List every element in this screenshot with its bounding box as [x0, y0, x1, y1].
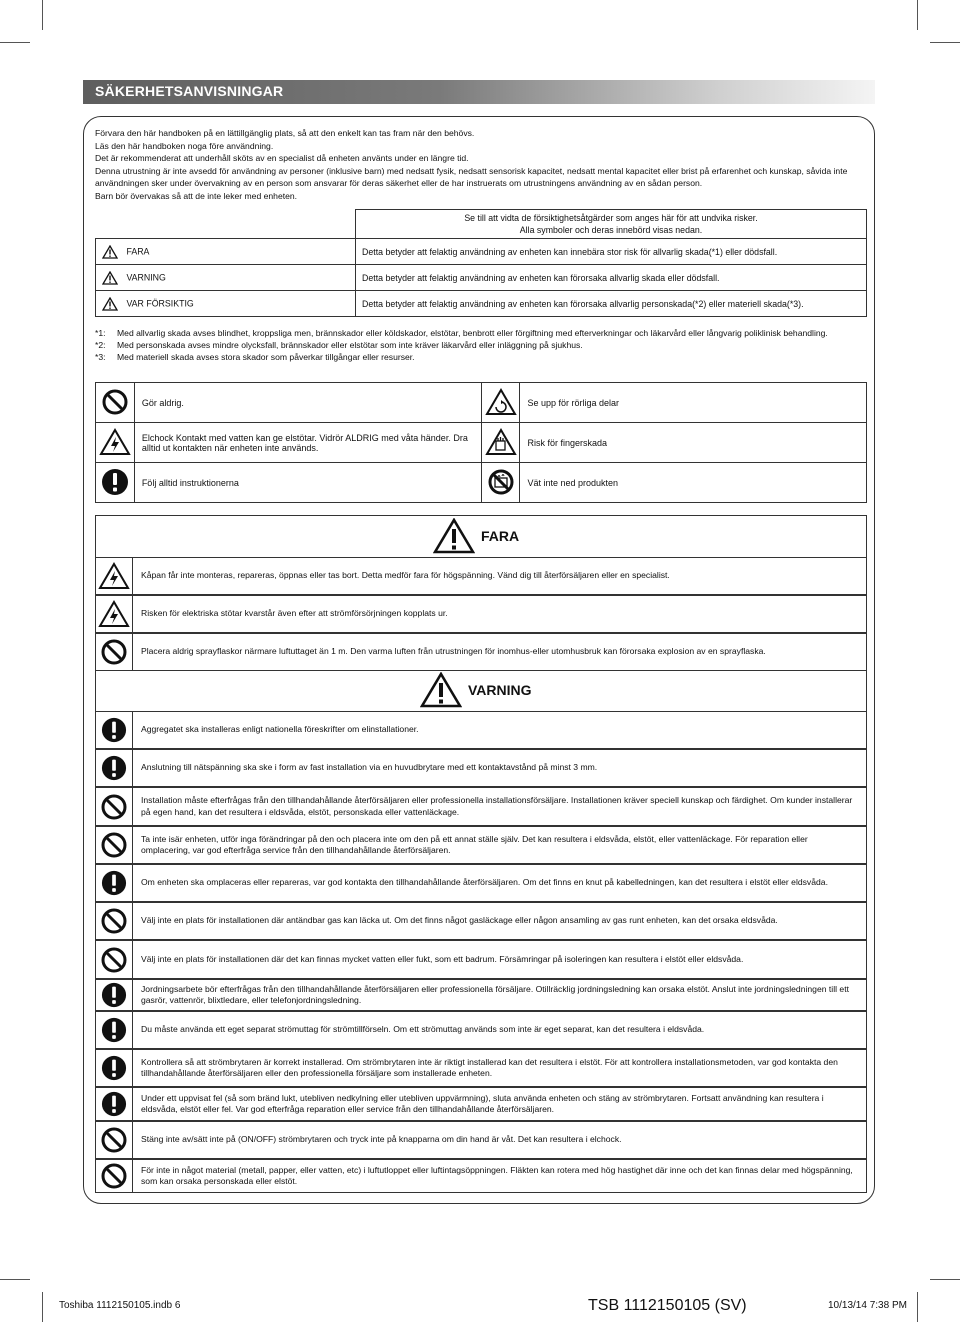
warning-triangle-icon: [102, 245, 118, 259]
warning-item: [95, 826, 867, 864]
intro-line: Barn bör övervakas så att de inte leker med enheten.: [95, 190, 298, 201]
signal-label-warning: VARNING: [96, 265, 356, 291]
warning-item-text: Under ett uppvisat fel (så som bränd lukt, utebliven nedkylning eller utebliven uppvärmning), sluta använda enheten och stäng av strömbrytaren. Fortsatt användning kan resultera i eldsvåda, elstöt eller fel. Var god efterfråga reparation eller service från den tillhandahållande återförsäljaren.: [133, 1087, 867, 1121]
prohibition-icon: [95, 787, 133, 826]
signal-text-danger: Detta betyder att felaktig användning av enheten kan innebära stor risk för allvarlig skada(*1) eller dödsfall.: [356, 239, 867, 265]
warning-item-text: Ta inte isär enheten, utför inga förändringar på den och placera inte om den på ett annat ställe själv. Det kan resultera i eldsvåda, elstöt, eller vattenläckage. För reparation eller omplacering, var god efterfråga service från den tillhandahållande återförsäljaren.: [133, 826, 867, 864]
warning-item: [95, 864, 867, 902]
finger-injury-icon: [481, 423, 520, 463]
warning-triangle-icon: [102, 271, 118, 285]
danger-item: [95, 633, 867, 671]
crop-mark: [42, 1292, 43, 1322]
warning-item-text: Anslutning till nätspänning ska ske i form av fast installation via en huvudbrytare med ett kontaktavstånd på minst 3 mm.: [133, 749, 867, 787]
mandatory-icon: [95, 864, 133, 902]
warning-item: [95, 1159, 867, 1193]
warning-triangle-icon: [420, 672, 462, 708]
signal-label-danger: FARA: [96, 239, 356, 265]
warning-item: [95, 787, 867, 826]
electric-shock-icon: [95, 557, 133, 595]
warning-item-text: Stäng inte av/sätt inte på (ON/OFF) strömbrytaren och tryck inte på knapparna om din hand är våt. Det kan resultera i elchock.: [133, 1121, 867, 1159]
danger-item: [95, 557, 867, 595]
warning-heading: VARNING: [420, 672, 532, 708]
warning-item: [95, 1087, 867, 1121]
warning-item: [95, 1011, 867, 1049]
crop-mark: [42, 0, 43, 30]
footnote: *2: Med personskada avses mindre olycksfall, brännskador eller elstötar som inte kräver läkarvård eller inläggning på sjukhus.: [95, 340, 583, 350]
mandatory-icon: [95, 1049, 133, 1087]
footer-center: TSB 1112150105 (SV): [588, 1297, 747, 1314]
warning-item: [95, 902, 867, 940]
page-title: SÄKERHETSANVISNINGAR: [95, 83, 284, 99]
warning-item: [95, 1049, 867, 1087]
warning-item-text: Välj inte en plats för installationen där det kan finnas mycket vatten eller fukt, som ett badrum. Försämringar på isoleringen kan resultera i elstöt eller eldsvåda.: [133, 940, 867, 979]
crop-mark: [917, 1292, 918, 1322]
mandatory-icon: [95, 979, 133, 1011]
prohibition-icon: [96, 383, 135, 423]
footer-right: 10/13/14 7:38 PM: [828, 1300, 907, 1311]
signal-text-caution: Detta betyder att felaktig användning av enheten kan förorsaka allvarlig personskada(*2) eller materiell skada(*3).: [356, 291, 867, 317]
prohibition-icon: [95, 1121, 133, 1159]
signal-word-table: [95, 209, 867, 317]
warning-item: [95, 940, 867, 979]
danger-item-text: Risken för elektriska stötar kvarstår även efter att strömförsörjningen kopplats ur.: [133, 595, 867, 633]
warning-item: [95, 711, 867, 749]
signal-header: Se till att vidta de försiktighetsåtgärder som anges här för att undvika risker. Alla symboler och deras innebörd visas nedan.: [356, 210, 867, 239]
symbol-text: Gör aldrig.: [134, 383, 481, 423]
warning-triangle-icon: [102, 297, 118, 311]
warning-triangle-icon: [433, 518, 475, 554]
intro-line: Denna utrustning är inte avsedd för användning av personer (inklusive barn) med nedsatt fysik, nedsatt sensorisk kapacitet, nedsatt mental kapacitet eller brist på erfarenhet och kunskap, såvida inte användningen sker under övervakning av en person som ansvarar för deras säkerhet eller de har instruerats om utrustningens användning av en sådan person.: [95, 165, 848, 188]
prohibition-icon: [95, 633, 133, 671]
mandatory-icon: [96, 463, 135, 503]
warning-item: [95, 749, 867, 787]
symbol-legend-table: [95, 382, 867, 503]
section-title-bar: [83, 80, 875, 104]
danger-item-text: Kåpan får inte monteras, repareras, öppnas eller tas bort. Detta medför fara för högspänning. Vänd dig till återförsäljaren eller en specialist.: [133, 557, 867, 595]
warning-item-text: Om enheten ska omplaceras eller repareras, var god kontakta den tillhandahållande återförsäljaren. Om det finns en knut på kabelledningen, kan det resultera i elstöt eller eldsvåda.: [133, 864, 867, 902]
warning-item-text: För inte in något material (metall, papper, eller vatten, etc) i luftutloppet eller luftintagsöppningen. Fläkten kan rotera med hög hastighet där inne och det kan finnas delar med högspänning, som kan orsaka personskada eller elstöt.: [133, 1159, 867, 1193]
warning-item: [95, 979, 867, 1011]
prohibition-icon: [95, 1159, 133, 1193]
warning-item-text: Välj inte en plats för installationen där antändbar gas kan läcka ut. Om det finns något gasläckage eller någon ansamling av gas runt enheten, kan det orsaka eldsvåda.: [133, 902, 867, 940]
moving-parts-icon: [481, 383, 520, 423]
symbol-text: Risk för fingerskada: [520, 423, 867, 463]
danger-item: [95, 595, 867, 633]
crop-mark: [930, 1279, 960, 1280]
mandatory-icon: [95, 1087, 133, 1121]
crop-mark: [0, 42, 30, 43]
danger-heading: FARA: [433, 518, 519, 554]
prohibition-icon: [95, 902, 133, 940]
electric-shock-icon: [95, 595, 133, 633]
crop-mark: [0, 1279, 30, 1280]
electric-shock-icon: [96, 423, 135, 463]
symbol-text: Se upp för rörliga delar: [520, 383, 867, 423]
warning-item-text: Kontrollera så att strömbrytaren är korrekt installerad. Om strömbrytaren inte är riktigt installerad kan det resultera i elstöt. För att kontrollera installationsmetoden, var god kontakta den tillhandahållande återförsäljaren eller den professionella försäljare som installerade enheten.: [133, 1049, 867, 1087]
intro-text: [95, 127, 865, 202]
signal-text-warning: Detta betyder att felaktig användning av enheten kan förorsaka allvarlig skada eller dödsfall.: [356, 265, 867, 291]
crop-mark: [930, 42, 960, 43]
symbol-text: Elchock Kontakt med vatten kan ge elstötar. Vidrör ALDRIG med våta händer. Dra alltid ut kontakten när enheten inte används.: [134, 423, 481, 463]
warning-item: [95, 1121, 867, 1159]
signal-label-caution: VAR FÖRSIKTIG: [96, 291, 356, 317]
prohibition-icon: [95, 940, 133, 979]
empty-cell: [96, 210, 356, 239]
symbol-text: Vät inte ned produkten: [520, 463, 867, 503]
warning-item-text: Aggregatet ska installeras enligt nationella föreskrifter om elinstallationer.: [133, 711, 867, 749]
footer-left: Toshiba 1112150105.indb 6: [59, 1300, 181, 1311]
no-wet-icon: [481, 463, 520, 503]
prohibition-icon: [95, 826, 133, 864]
footnote: *3: Med materiell skada avses stora skador som påverkar tillgångar eller resurser.: [95, 352, 415, 362]
mandatory-icon: [95, 1011, 133, 1049]
footnote: *1: Med allvarlig skada avses blindhet, kroppsliga men, brännskador eller köldskador, elstötar, benbrott eller förgiftning med efterverkningar och läkarvård eller långvarig poliklinisk behandling.: [95, 328, 828, 338]
intro-line: Läs den här handboken noga före användning.: [95, 140, 274, 151]
warning-item-text: Du måste använda ett eget separat strömuttag för strömtillförseln. Om ett strömuttag används som inte är eget separat, kan det resultera i eldsvåda.: [133, 1011, 867, 1049]
crop-mark: [917, 0, 918, 30]
footnotes: [95, 327, 870, 363]
intro-line: Förvara den här handboken på en lättillgänglig plats, så att den enkelt kan tas fram när den behövs.: [95, 128, 475, 138]
mandatory-icon: [95, 711, 133, 749]
intro-line: Det är rekommenderat att underhåll sköts av en specialist då enheten använts under en längre tid.: [95, 153, 469, 163]
warning-item-text: Installation måste efterfrågas från den tillhandahållande återförsäljaren eller professionella installationsförsäljare. Installationen kräver speciell kunskap och färdighet. Om kunder installerar på egen hand, kan det resultera i eldsvåda, elstöt, personskada eller vattenläckage.: [133, 787, 867, 826]
danger-item-text: Placera aldrig sprayflaskor närmare luftuttaget än 1 m. Den varma luften från utrustningen för inomhus-eller utomhusbruk kan förorsaka explosion av en sprayflaska.: [133, 633, 867, 671]
mandatory-icon: [95, 749, 133, 787]
symbol-text: Följ alltid instruktionerna: [134, 463, 481, 503]
warning-item-text: Jordningsarbete bör efterfrågas från den tillhandahållande återförsäljaren eller professionella försäljare. Otillräcklig jordningsledning kan orsaka elstöt. Anslut inte jordningsledningen till ett gasrör, vattenrör, blixtledare, eller telefonjordningsledning.: [133, 979, 867, 1011]
